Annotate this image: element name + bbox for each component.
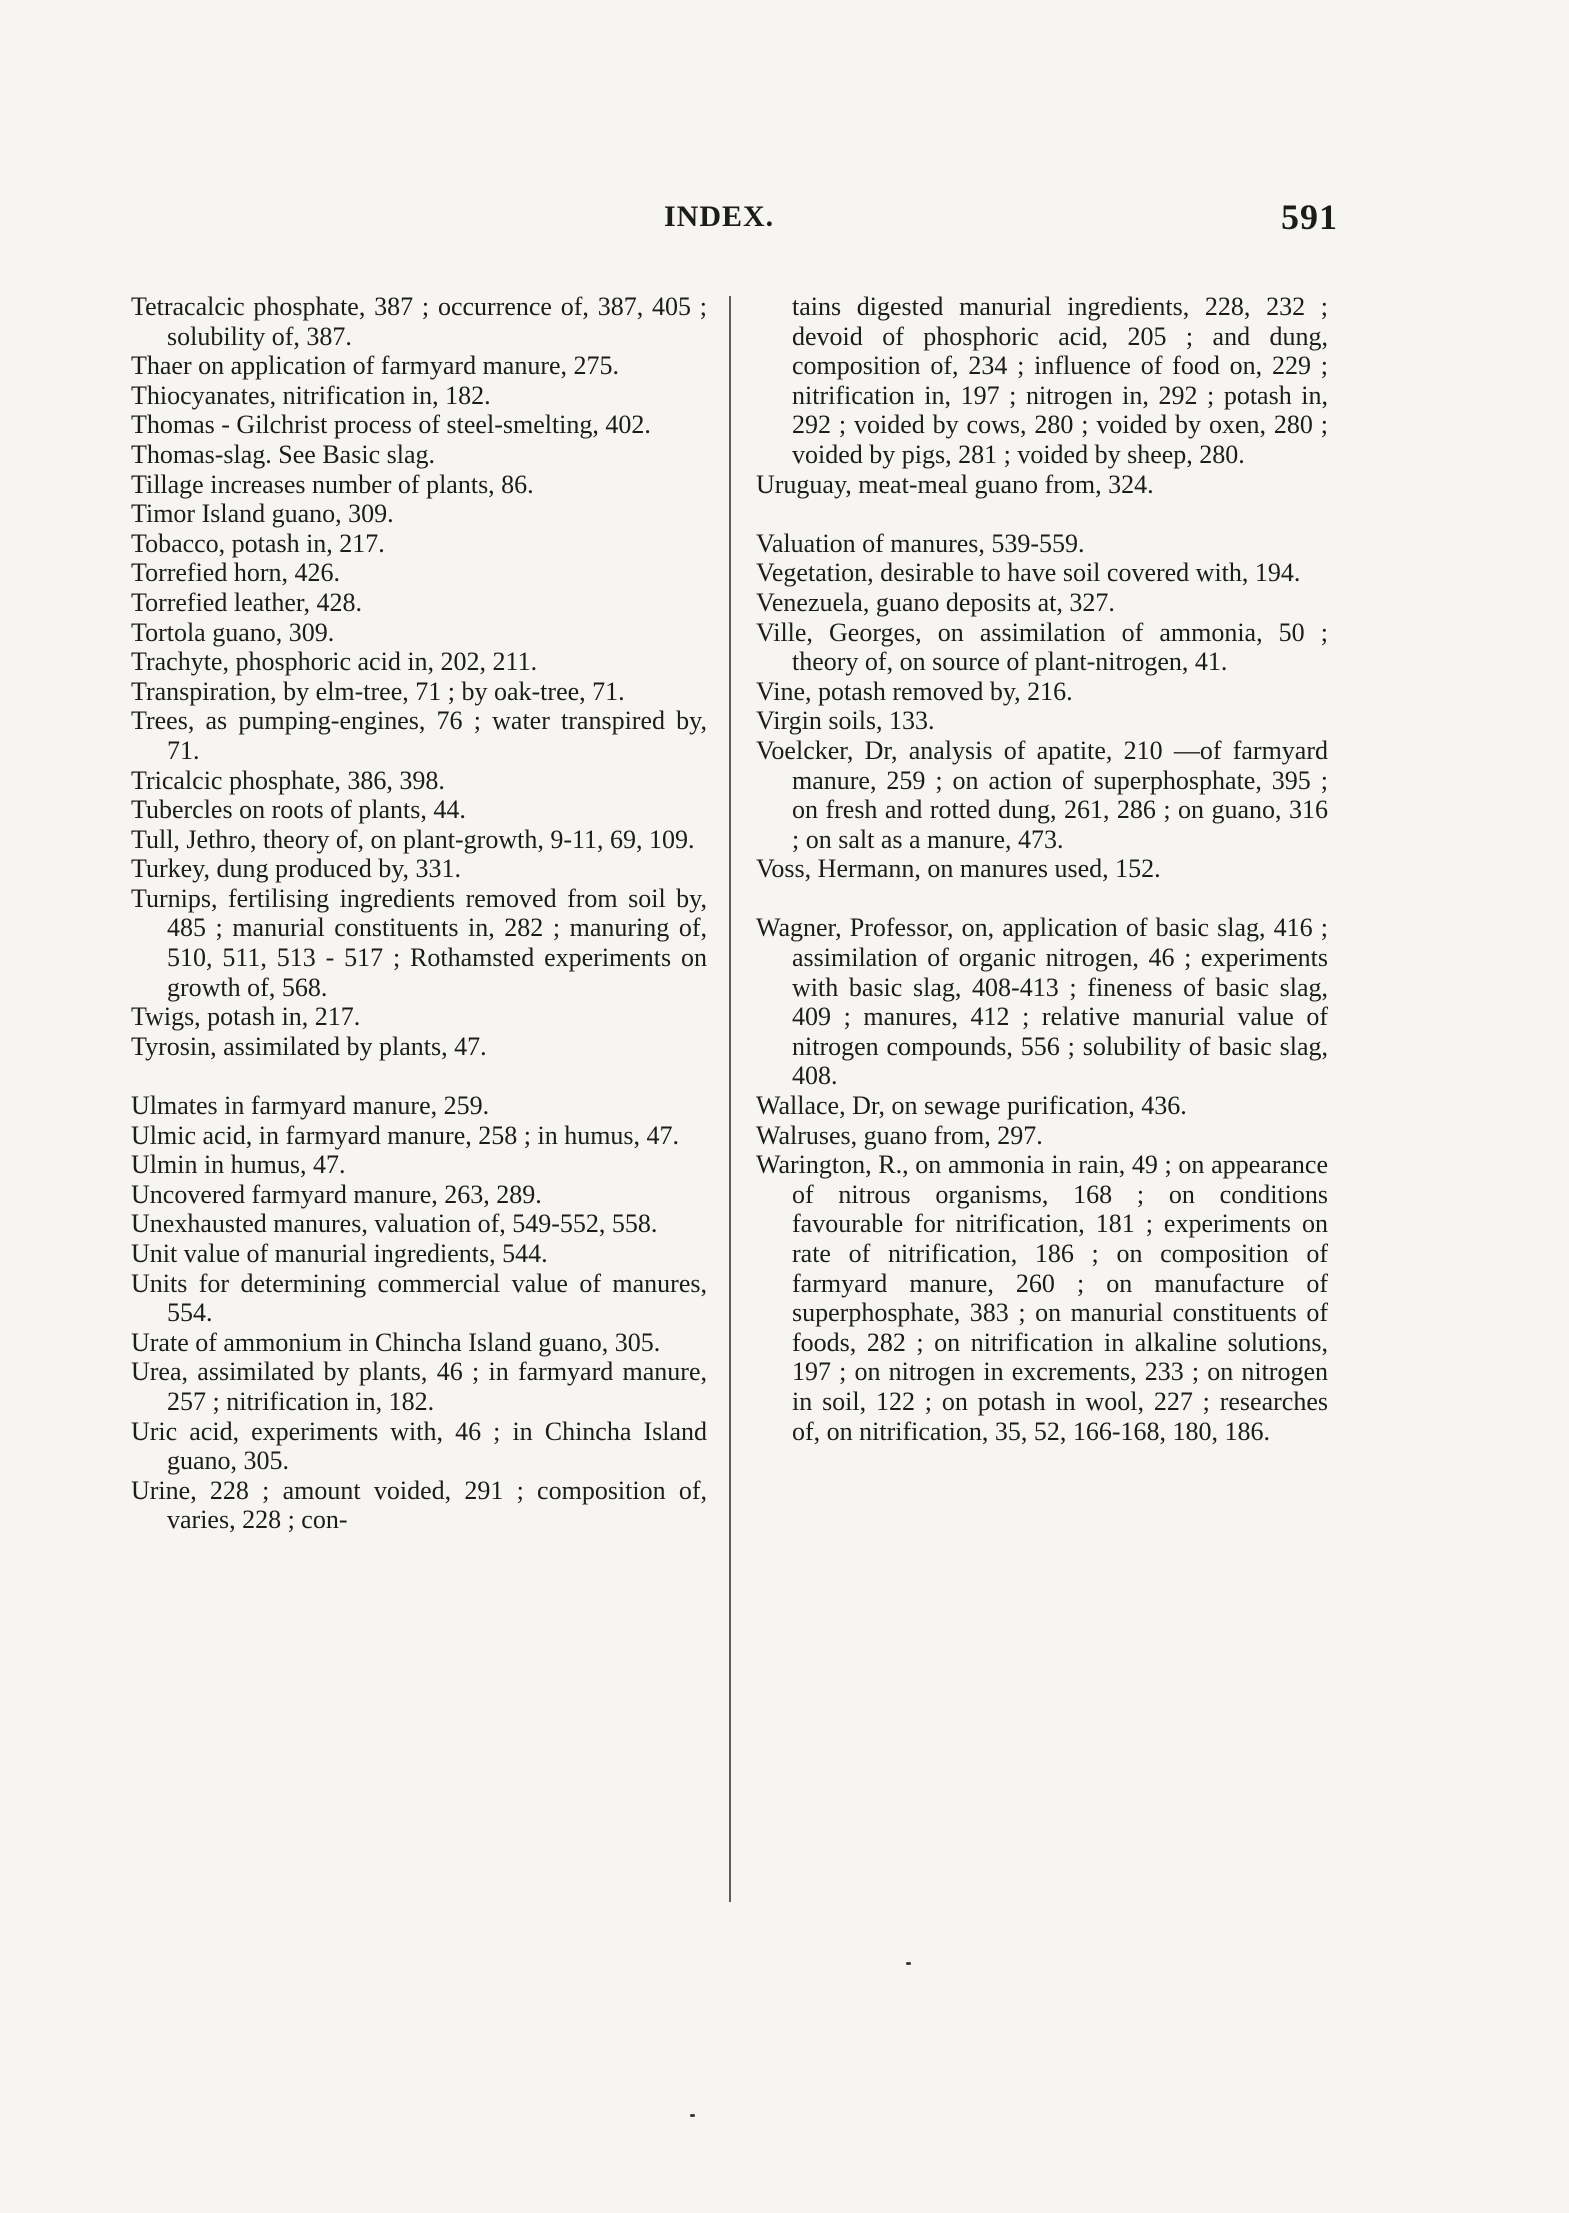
index-entry: Voss, Hermann, on manures used, 152.	[756, 854, 1161, 884]
index-entry: Torrefied horn, 426.	[131, 558, 341, 588]
index-column-right	[756, 292, 1328, 1446]
index-entry: Turkey, dung produced by, 331.	[131, 854, 462, 884]
section-gap	[756, 499, 1328, 529]
index-entry: Transpiration, by elm-tree, 71 ; by oak-tree, 71.	[131, 676, 625, 706]
running-title: INDEX.	[664, 200, 775, 233]
index-entry: Tubercles on roots of plants, 44.	[131, 795, 466, 825]
index-entry: tains digested manurial ingredients, 228, 232 ; devoid of phosphoric acid, 205 ; and dung, composition of, 234 ; influence of food on, 229 ; nitrification in, 197 ; nitrogen in, 292 ; potash in, 292 ; voided by cows, 280 ; voided by oxen, 280 ; voided by pigs, 281 ; voided by sheep, 280.	[792, 292, 1328, 469]
index-entry: Tillage increases number of plants, 86.	[131, 469, 534, 499]
index-entry: Thaer on application of farmyard manure, 275.	[131, 351, 620, 381]
index-entry: Ulmic acid, in farmyard manure, 258 ; in humus, 47.	[131, 1120, 680, 1150]
index-entry: Vine, potash removed by, 216.	[756, 676, 1073, 706]
page-number: 591	[1281, 197, 1338, 237]
index-entry: Voelcker, Dr, analysis of apatite, 210 —of farmyard manure, 259 ; on action of superphosphate, 395 ; on fresh and rotted dung, 261, 286 ; on guano, 316 ; on salt as a manure, 473.	[756, 735, 1328, 854]
index-entry: Virgin soils, 133.	[756, 706, 935, 736]
index-entry: Ulmin in humus, 47.	[131, 1150, 346, 1180]
index-entry: Twigs, potash in, 217.	[131, 1002, 361, 1032]
index-entry: Timor Island guano, 309.	[131, 499, 394, 529]
index-entry: Uncovered farmyard manure, 263, 289.	[131, 1179, 542, 1209]
index-entry: Warington, R., on ammonia in rain, 49 ; on appearance of nitrous organisms, 168 ; on conditions favourable for nitrification, 181 ; experiments on rate of nitrification, 186 ; on composition of farmyard manure, 260 ; on manufacture of superphosphate, 383 ; on manurial constituents of foods, 282 ; on nitrification in alkaline solutions, 197 ; on nitrogen in excrements, 233 ; on nitrogen in soil, 122 ; on potash in wool, 227 ; researches of, on nitrification, 35, 52, 166-168, 180, 186.	[756, 1150, 1328, 1446]
index-entry: Urine, 228 ; amount voided, 291 ; composition of, varies, 228 ; con-	[131, 1475, 707, 1535]
section-gap	[756, 884, 1328, 914]
index-entry: Turnips, fertilising ingredients removed from soil by, 485 ; manurial constituents in, 282 ; manuring of, 510, 511, 513 - 517 ; Rothamsted experiments on growth of, 568.	[131, 883, 707, 1002]
index-entry: Trees, as pumping-engines, 76 ; water transpired by, 71.	[131, 706, 707, 765]
index-entry: Torrefied leather, 428.	[131, 587, 363, 617]
index-entry: Urea, assimilated by plants, 46 ; in farmyard manure, 257 ; nitrification in, 182.	[131, 1357, 707, 1416]
index-entry: Tricalcic phosphate, 386, 398.	[131, 765, 445, 795]
index-entry: Venezuela, guano deposits at, 327.	[756, 587, 1115, 617]
index-entry: Ville, Georges, on assimilation of ammonia, 50 ; theory of, on source of plant-nitrogen, 41.	[756, 617, 1328, 677]
section-gap	[131, 1061, 707, 1091]
index-entry: Tobacco, potash in, 217.	[131, 528, 385, 558]
index-entry: Tull, Jethro, theory of, on plant-growth, 9-11, 69, 109.	[131, 824, 695, 854]
index-entry: Units for determining commercial value of manures, 554.	[131, 1268, 707, 1328]
column-divider	[729, 296, 731, 1902]
index-entry: Valuation of manures, 539-559.	[756, 528, 1085, 558]
index-entry: Wallace, Dr, on sewage purification, 436.	[756, 1091, 1187, 1121]
index-entry: Walruses, guano from, 297.	[756, 1120, 1043, 1150]
index-entry: Thomas-slag. See Basic slag.	[131, 439, 435, 469]
index-entry: Uric acid, experiments with, 46 ; in Chincha Island guano, 305.	[131, 1416, 707, 1476]
scan-speck	[690, 2114, 695, 2117]
index-entry: Tyrosin, assimilated by plants, 47.	[131, 1031, 487, 1061]
index-entry: Unit value of manurial ingredients, 544.	[131, 1239, 548, 1268]
index-entry: Unexhausted manures, valuation of, 549-552, 558.	[131, 1209, 658, 1239]
scan-speck	[906, 1962, 911, 1965]
index-entry: Uruguay, meat-meal guano from, 324.	[756, 469, 1154, 499]
index-entry: Tetracalcic phosphate, 387 ; occurrence of, 387, 405 ; solubility of, 387.	[131, 292, 707, 351]
index-entry: Urate of ammonium in Chincha Island guano, 305.	[131, 1327, 661, 1357]
index-entry: Wagner, Professor, on, application of basic slag, 416 ; assimilation of organic nitrogen, 46 ; experiments with basic slag, 408-413 ; fineness of basic slag, 409 ; manures, 412 ; relative manurial value of nitrogen compounds, 556 ; solubility of basic slag, 408.	[756, 913, 1328, 1091]
index-entry: Tortola guano, 309.	[131, 617, 335, 647]
index-entry: Thomas - Gilchrist process of steel-smelting, 402.	[131, 410, 651, 440]
index-entry: Trachyte, phosphoric acid in, 202, 211.	[131, 647, 538, 677]
index-entry: Vegetation, desirable to have soil covered with, 194.	[756, 558, 1301, 588]
index-column-left	[131, 292, 707, 1535]
index-entry: Thiocyanates, nitrification in, 182.	[131, 380, 491, 410]
index-entry: Ulmates in farmyard manure, 259.	[131, 1091, 490, 1121]
